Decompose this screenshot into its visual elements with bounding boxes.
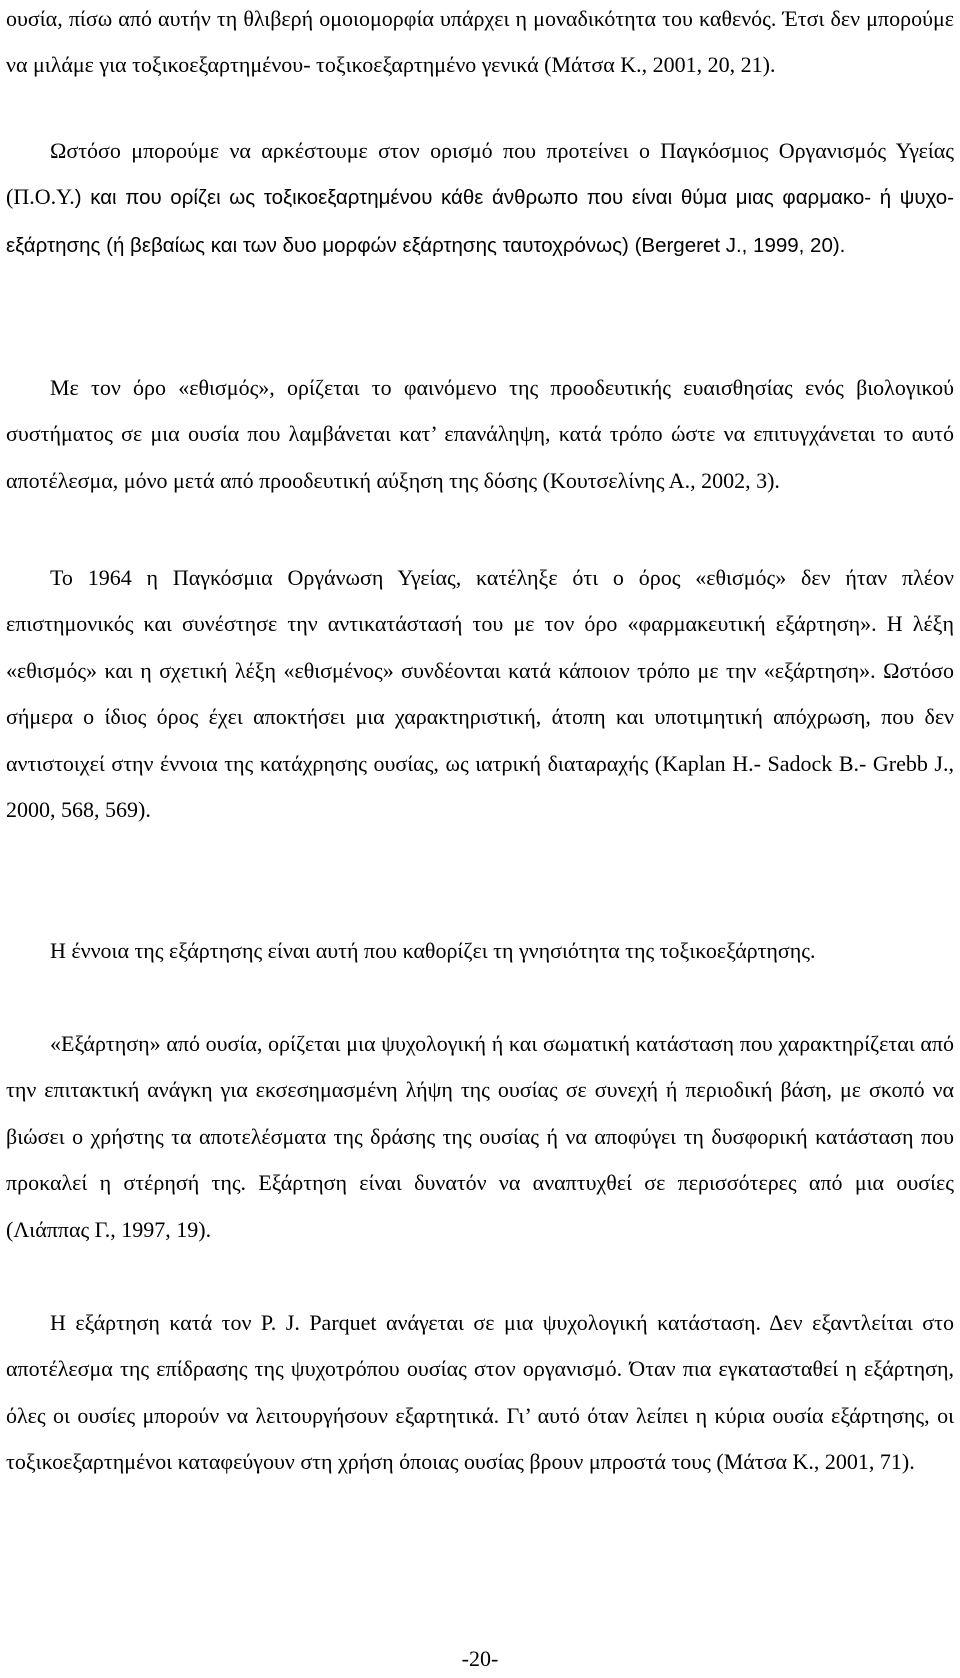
paragraph-who-1964 [6, 555, 954, 833]
paragraph-text: ουσία, πίσω από αυτήν τη θλιβερή ομοιομορφία υπάρχει η μοναδικότητα του καθενός. Έτσι δεν μπορούμε να μιλάμε για τοξικοεξαρτημένου- τοξικοεξαρτημένο γενικά (Μάτσα Κ., 2001, 20, 21). [6, 6, 954, 78]
page-number: -20- [461, 1646, 499, 1671]
paragraph-text: Με τον όρο «εθισμός», ορίζεται το φαινόμενο της προοδευτικής ευαισθησίας ενός βιολογικού συστήματος σε μια ουσία που λαμβάνεται κατ’ επανάληψη, κατά τρόπο ώστε να επιτυγχάνεται το αυτό αποτέλεσμα, μόνο μετά από προοδευτική αύξηση της δόσης (Κουτσελίνης Α., 2002, 3). [6, 375, 954, 493]
paragraph-text: Η εξάρτηση κατά τον Ρ. J. Parquet ανάγεται σε μια ψυχολογική κατάσταση. Δεν εξαντλείται στο αποτέλεσμα της επίδρασης της ψυχοτρόπου ουσίας στον οργανισμό. Όταν πια εγκατασταθεί η εξάρτηση, όλες οι ουσίες μπορούν να λειτουργήσουν εξαρτητικά. Γι’ αυτό όταν λείπει η κύρια ουσία εξάρτησης, οι τοξικοεξαρτημένοι καταφεύγουν στη χρήση όποιας ουσίας βρουν μπροστά τους (Μάτσα Κ., 2001, 71). [6, 1310, 954, 1475]
paragraph-text: Ωστόσο μπορούμε να αρκέστουμε στον ορισμό που προτείνει ο Παγκόσμιος Οργανισμός Υγείας (Π.Ο.Υ. [6, 138, 954, 210]
paragraph-addiction-term [6, 365, 954, 504]
paragraph-continuation [6, 0, 954, 89]
paragraph-text-sans: ) και που ορίζει ως τοξικοεξαρτημένου κάθε άνθρωπο που είναι θύμα μιας φαρμακο- ή ψυχο- εξάρτησης (ή βεβαίως και των δυο μορφών εξάρτησης ταυτοχρόνως) (Bergeret J., 1999, 20). [6, 186, 954, 257]
paragraph-text: Το 1964 η Παγκόσμια Οργάνωση Υγείας, κατέληξε ότι ο όρος «εθισμός» δεν ήταν πλέον επιστημονικός και συνέστησε την αντικατάστασή του με τον όρο «φαρμακευτική εξάρτηση». Η λέξη «εθισμός» και η σχετική λέξη «εθισμένος» συνδέονται κατά κάποιον τρόπο με την «εξάρτηση». Ωστόσο σήμερα ο ίδιος όρος έχει αποκτήσει μια χαρακτηριστική, άτοπη και υποτιμητική απόχρωση, που δεν αντιστοιχεί στην έννοια της κατάχρησης ουσίας, ως ιατρική διαταραχής (Kaplan H.- Sadock B.- Grebb J., 2000, 568, 569). [6, 565, 954, 823]
paragraph-text: Η έννοια της εξάρτησης είναι αυτή που καθορίζει τη γνησιότητα της τοξικοεξάρτησης. [50, 938, 816, 963]
paragraph-who-definition [6, 128, 954, 269]
paragraph-dependence-concept [6, 928, 954, 974]
paragraph-dependence-definition [6, 1021, 954, 1253]
paragraph-text: «Εξάρτηση» από ουσία, ορίζεται μια ψυχολογική ή και σωματική κατάσταση που χαρακτηρίζεται από την επιτακτική ανάγκη για εκσεσημασμένη λήψη της ουσίας σε συνεχή ή περιοδική βάση, με σκοπό να βιώσει ο χρήστης τα αποτελέσματα της δράσης της ουσίας ή να αποφύγει τη δυσφορική κατάσταση που προκαλεί η στέρησή της. Εξάρτηση είναι δυνατόν να αναπτυχθεί σε περισσότερες από μια ουσίες (Λιάππας Γ., 1997, 19). [6, 1031, 954, 1242]
paragraph-parquet [6, 1300, 954, 1486]
